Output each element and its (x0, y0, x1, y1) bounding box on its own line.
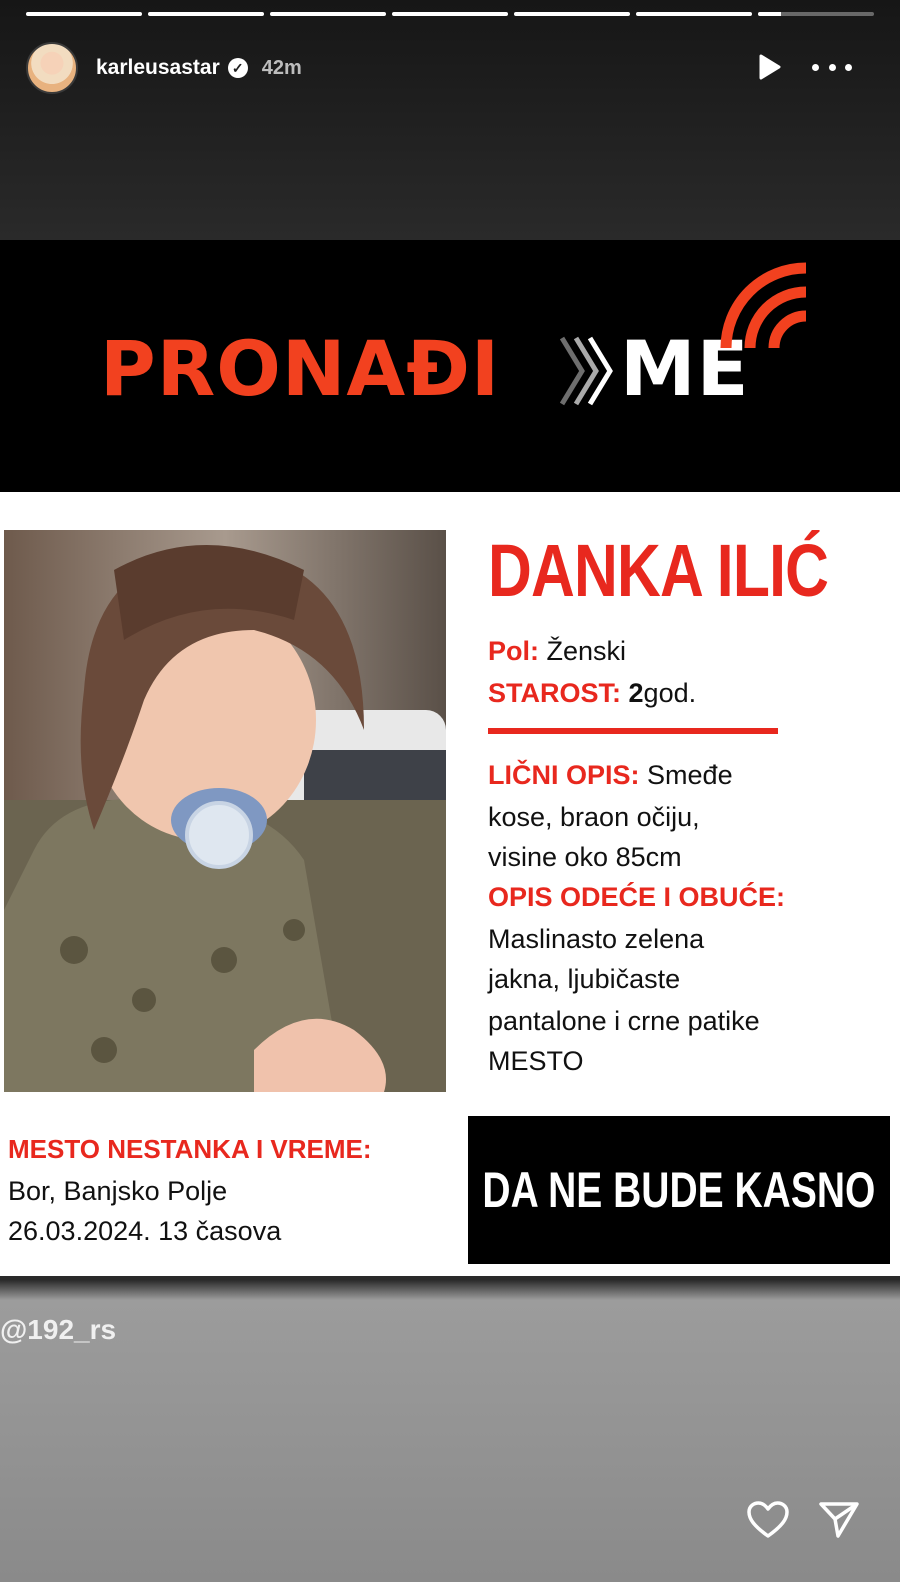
clothing-row (488, 882, 785, 913)
child-photo (4, 530, 446, 1092)
clothing-line: jakna, ljubičaste (488, 964, 681, 994)
pronadji-me-logo: PRONAĐI (100, 324, 501, 413)
description-row (488, 760, 733, 791)
post-time: 42m (261, 56, 302, 79)
age-unit: god. (643, 678, 697, 708)
play-icon[interactable] (754, 52, 784, 82)
send-icon[interactable] (818, 1500, 860, 1540)
gender-label: Pol: (488, 636, 539, 666)
progress-segment (270, 12, 386, 16)
clothing-line: pantalone i crne patike (488, 1006, 760, 1036)
profile-avatar[interactable] (26, 42, 78, 94)
gender-value: Ženski (546, 636, 627, 666)
signal-icon (720, 262, 812, 354)
location-label: MESTO NESTANKA I VREME: (8, 1134, 372, 1164)
progress-segment (26, 12, 142, 16)
story-header (26, 40, 874, 96)
red-divider (488, 728, 778, 734)
location-place: Bor, Banjsko Polje (8, 1176, 228, 1206)
clothing-label: OPIS ODEĆE I OBUĆE: (488, 882, 786, 912)
cta-banner (468, 1116, 890, 1264)
description-line: visine oko 85cm (488, 842, 682, 872)
progress-segment-current (758, 12, 874, 16)
pronadji-me-logo-me: ME (620, 324, 750, 413)
heart-icon[interactable] (746, 1500, 790, 1540)
location-datetime: 26.03.2024. 13 časova (8, 1216, 282, 1246)
progress-segment (636, 12, 752, 16)
progress-segment (514, 12, 630, 16)
age-number: 2 (628, 678, 644, 708)
chevrons-icon (560, 334, 618, 408)
description-line: Smeđe (647, 760, 733, 790)
age-label: STAROST: (488, 678, 621, 708)
mention-sticker[interactable]: @192_rs (0, 1314, 117, 1345)
gender-row (488, 636, 626, 667)
username[interactable]: karleusastar (96, 56, 220, 79)
verified-badge-icon: ✓ (228, 58, 248, 78)
clothing-line: MESTO (488, 1046, 584, 1076)
description-line: kose, braon očiju, (488, 802, 700, 832)
progress-segment (392, 12, 508, 16)
cta-text: DA NE BUDE KASNO (482, 1162, 876, 1218)
clothing-line: Maslinasto zelena (488, 924, 705, 954)
age-row (488, 678, 696, 709)
description-label: LIČNI OPIS: (488, 760, 640, 790)
story-progress-bar (26, 12, 874, 16)
progress-segment (148, 12, 264, 16)
more-options-icon[interactable] (812, 52, 852, 82)
missing-person-name: DANKA ILIĆ (488, 529, 829, 612)
